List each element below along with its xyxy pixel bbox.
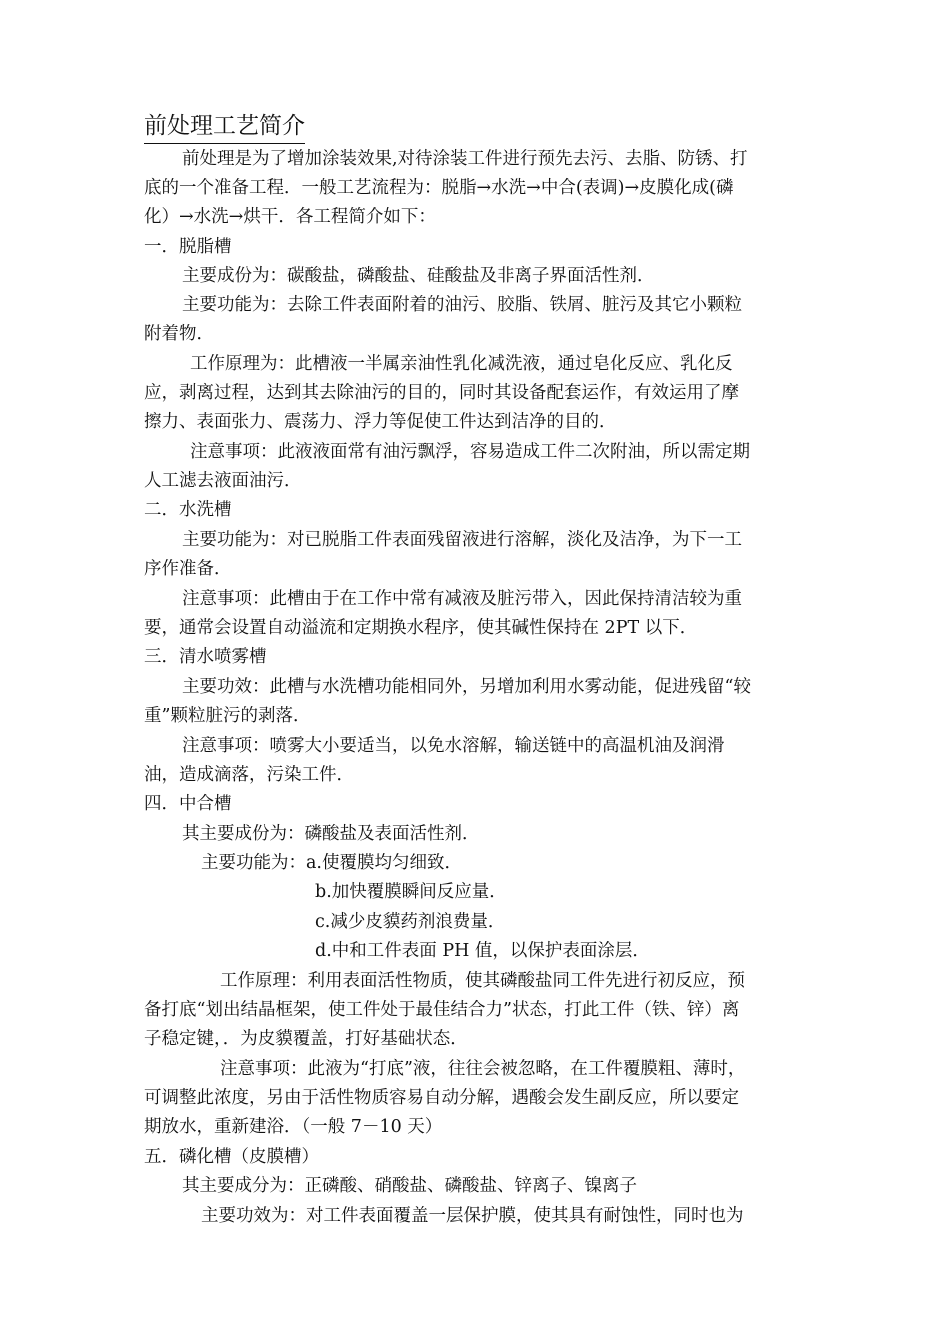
paragraph-line: 油，造成滴落，污染工件．	[144, 765, 354, 785]
paragraph-line: 注意事项：此槽由于在工作中常有减液及脏污带入，因此保持清洁较为重	[182, 589, 742, 609]
paragraph-line: 附着物．	[144, 324, 214, 344]
paragraph-line: 底的一个准备工程．一般工艺流程为：脱脂→水洗→中合(表调)→皮膜化成(磷	[144, 178, 734, 198]
paragraph-line: 可调整此浓度，另由于活性物质容易自动分解，遇酸会发生副反应，所以要定	[144, 1088, 739, 1108]
paragraph-line: 主要成份为：碳酸盐，磷酸盐、硅酸盐及非离子界面活性剂．	[182, 266, 655, 286]
section-heading: 二．水洗槽	[144, 500, 232, 520]
section-heading: 四．中合槽	[144, 794, 232, 814]
section-heading: 一．脱脂槽	[144, 237, 232, 257]
paragraph-line: 工作原理：利用表面活性物质，使其磷酸盐同工件先进行初反应，预	[220, 971, 745, 991]
paragraph-line: 主要功效：此槽与水洗槽功能相同外，另增加利用水雾动能，促进残留“较	[182, 677, 751, 697]
list-item: 主要功能为：a.使覆膜均匀细致．	[201, 853, 462, 873]
paragraph-line: 注意事项：此液液面常有油污飘浮，容易造成工件二次附油，所以需定期	[190, 442, 750, 462]
paragraph-line: 注意事项：此液为“打底”液，往往会被忽略，在工件覆膜粗、薄时，	[220, 1059, 746, 1079]
paragraph-line: 主要功能为：去除工件表面附着的油污、胶脂、铁屑、脏污及其它小颗粒	[182, 295, 742, 315]
paragraph-line: 应，剥离过程，达到其去除油污的目的，同时其设备配套运作，有效运用了摩	[144, 383, 739, 403]
paragraph-line: 子稳定键，．为皮貘覆盖，打好基础状态．	[144, 1029, 468, 1049]
list-item: b.加快覆膜瞬间反应量．	[315, 882, 507, 902]
list-item: d.中和工件表面 PH 值，以保护表面涂层．	[315, 941, 650, 961]
section-heading: 三．清水喷雾槽	[144, 647, 267, 667]
paragraph-line: 其主要成分为：正磷酸、硝酸盐、磷酸盐、锌离子、镍离子	[182, 1176, 637, 1196]
paragraph-line: 注意事项：喷雾大小要适当，以免水溶解，输送链中的高温机油及润滑	[182, 736, 725, 756]
paragraph-line: 工作原理为：此槽液一半属亲油性乳化减洗液，通过皂化反应、乳化反	[190, 354, 733, 374]
document-title: 前处理工艺简介	[144, 110, 305, 144]
paragraph-line: 序作准备．	[144, 559, 232, 579]
paragraph-line: 其主要成份为：磷酸盐及表面活性剂．	[182, 824, 480, 844]
paragraph-line: 主要功效为：对工件表面覆盖一层保护膜，使其具有耐蚀性，同时也为	[201, 1206, 744, 1226]
paragraph-line: 前处理是为了增加涂装效果,对待涂装工件进行预先去污、去脂、防锈、打	[182, 149, 748, 169]
paragraph-line: 期放水，重新建浴．（一般 7－10 天）	[144, 1117, 443, 1137]
list-item: c.减少皮貘药剂浪费量．	[315, 912, 506, 932]
paragraph-line: 要，通常会设置自动溢流和定期换水程序，使其碱性保持在 2PT 以下．	[144, 618, 698, 638]
paragraph-line: 化）→水洗→烘干．各工程简介如下：	[144, 207, 436, 227]
section-heading: 五．磷化槽（皮膜槽）	[144, 1147, 319, 1167]
paragraph-line: 擦力、表面张力、震荡力、浮力等促使工件达到洁净的目的．	[144, 412, 617, 432]
paragraph-line: 主要功能为：对已脱脂工件表面残留液进行溶解，淡化及洁净，为下一工	[182, 530, 742, 550]
paragraph-line: 重”颗粒脏污的剥落．	[144, 706, 311, 726]
paragraph-line: 人工滤去液面油污．	[144, 471, 302, 491]
paragraph-line: 备打底“划出结晶框架，使工件处于最佳结合力”状态，打此工件（铁、锌）离	[144, 1000, 740, 1020]
